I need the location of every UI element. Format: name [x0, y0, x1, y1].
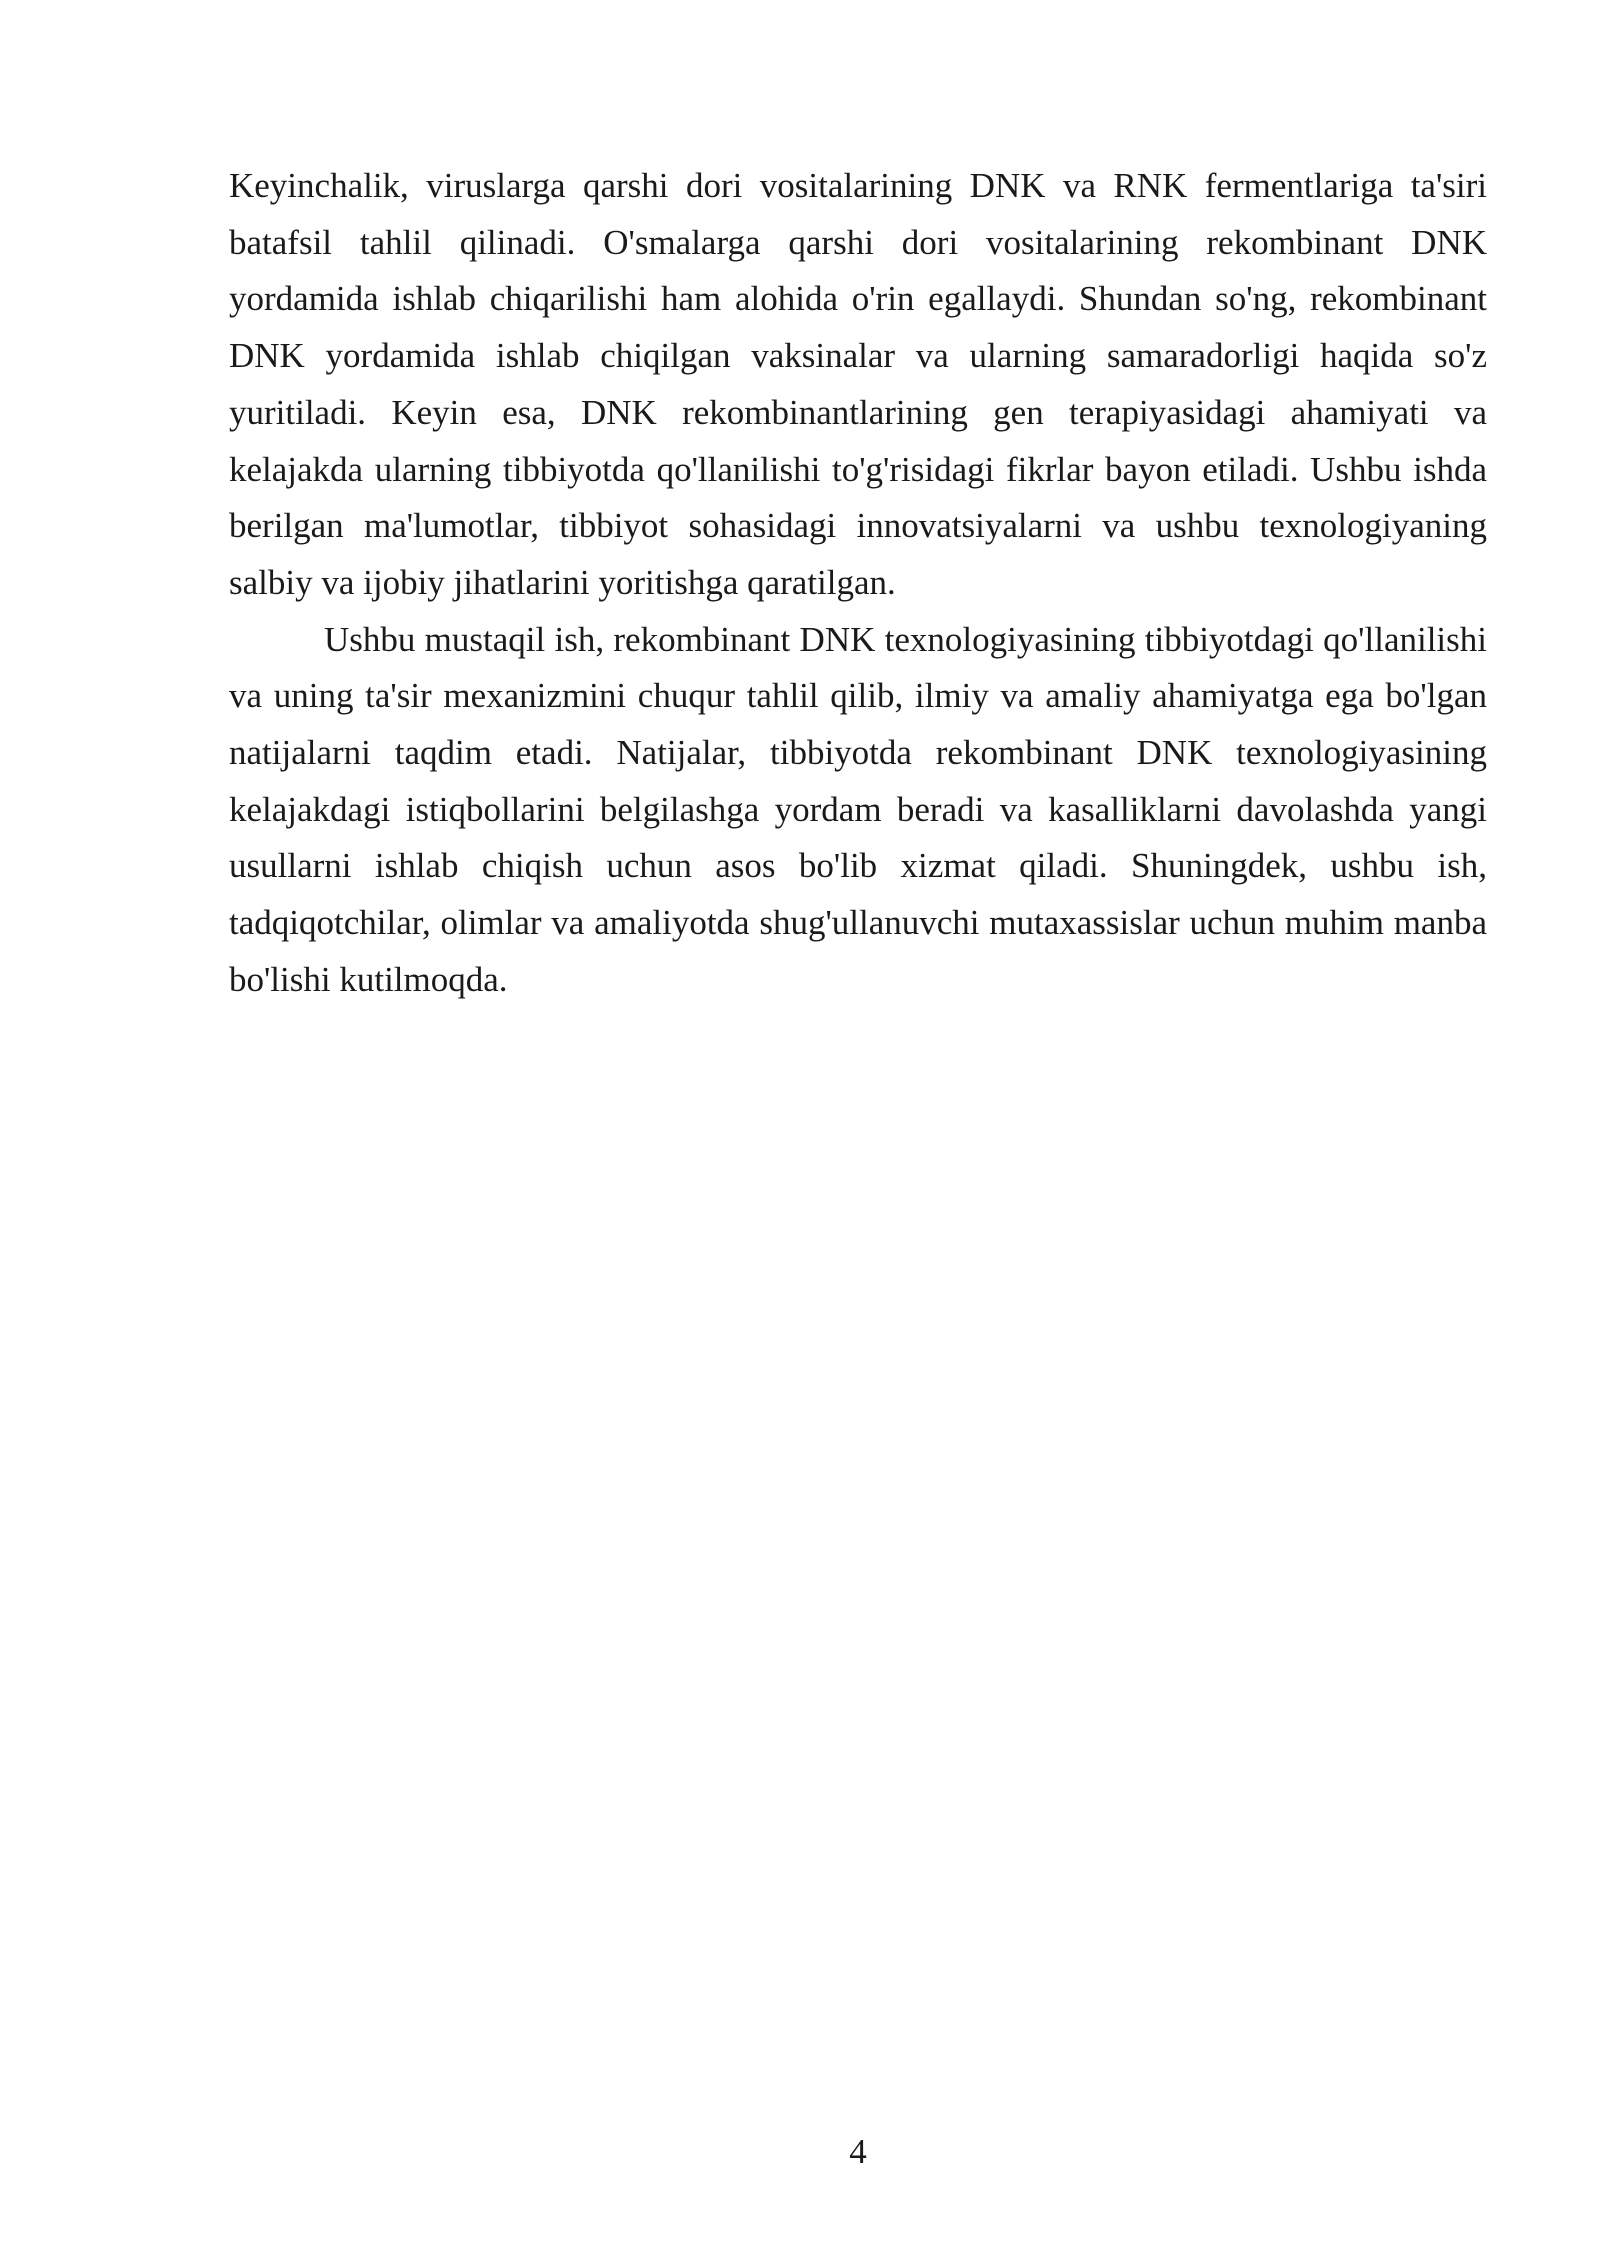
page-number: 4: [849, 2132, 867, 2171]
paragraph-continuation: Keyinchalik, viruslarga qarshi dori vositalarining DNK va RNK fermentlariga ta'siri batafsil tahlil qilinadi. O'smalarga qarshi dori vositalarining rekombinant DNK yordamida ishlab chiqarilishi ham alohida o'rin egallaydi. Shundan so'ng, rekombinant DNK yordamida ishlab chiqilgan vaksinalar va ularning samaradorligi haqida so'z yuritiladi. Keyin esa, DNK rekombinantlarining gen terapiyasidagi ahamiyati va kelajakda ularning tibbiyotda qo'llanilishi to'g'risidagi fikrlar bayon etiladi. Ushbu ishda berilgan ma'lumotlar, tibbiyot sohasidagi innovatsiyalarni va ushbu texnologiyaning salbiy va ijobiy jihatlarini yoritishga qaratilgan.: [229, 166, 1487, 602]
body-text: [229, 158, 1487, 1009]
paragraph-summary: Ushbu mustaqil ish, rekombinant DNK texnologiyasining tibbiyotdagi qo'llanilishi va uning ta'sir mexanizmini chuqur tahlil qilib, ilmiy va amaliy ahamiyatga ega bo'lgan natijalarni taqdim etadi. Natijalar, tibbiyotda rekombinant DNK texnologiyasining kelajakdagi istiqbollarini belgilashga yordam beradi va kasalliklarni davolashda yangi usullarni ishlab chiqish uchun asos bo'lib xizmat qiladi. Shuningdek, ushbu ish, tadqiqotchilar, olimlar va amaliyotda shug'ullanuvchi mutaxassislar uchun muhim manba bo'lishi kutilmoqda.: [229, 619, 1487, 999]
